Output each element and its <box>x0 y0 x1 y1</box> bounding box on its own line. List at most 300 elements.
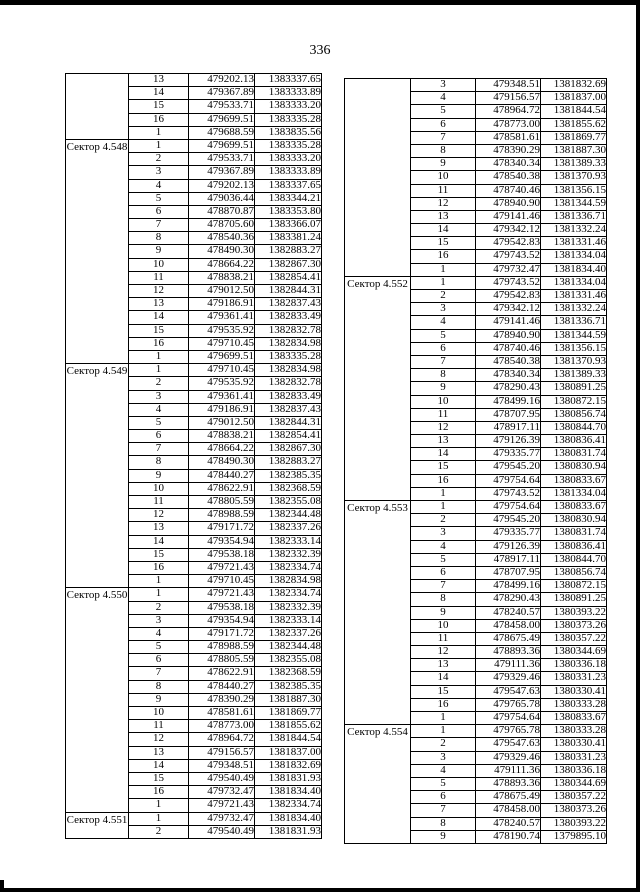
x-coordinate: 478805.59 <box>189 654 255 667</box>
point-number: 1 <box>411 725 476 738</box>
y-coordinate: 1380844.70 <box>541 553 607 566</box>
point-number: 9 <box>411 158 476 171</box>
y-coordinate: 1380373.26 <box>541 619 607 632</box>
point-number: 5 <box>411 329 476 342</box>
y-coordinate: 1382355.08 <box>255 654 322 667</box>
x-coordinate: 479542.83 <box>476 290 541 303</box>
y-coordinate: 1382334.74 <box>255 799 322 812</box>
y-coordinate: 1380833.67 <box>541 474 607 487</box>
point-number: 6 <box>411 791 476 804</box>
y-coordinate: 1380344.69 <box>541 646 607 659</box>
point-number: 1 <box>411 276 476 289</box>
y-coordinate: 1383335.28 <box>255 350 322 363</box>
point-number: 1 <box>411 712 476 725</box>
x-coordinate: 479535.92 <box>189 324 255 337</box>
point-number: 7 <box>129 443 189 456</box>
y-coordinate: 1382834.98 <box>255 575 322 588</box>
x-coordinate: 478540.38 <box>476 171 541 184</box>
x-coordinate: 478773.00 <box>189 720 255 733</box>
x-coordinate: 479012.50 <box>189 285 255 298</box>
point-number: 4 <box>411 92 476 105</box>
x-coordinate: 478707.95 <box>476 566 541 579</box>
x-coordinate: 479202.13 <box>189 74 255 87</box>
point-number: 15 <box>411 461 476 474</box>
x-coordinate: 479721.43 <box>189 588 255 601</box>
x-coordinate: 478622.91 <box>189 667 255 680</box>
x-coordinate: 479547.63 <box>476 685 541 698</box>
sector-cell <box>345 725 411 844</box>
y-coordinate: 1380831.74 <box>541 448 607 461</box>
x-coordinate: 478290.43 <box>476 382 541 395</box>
x-coordinate: 479699.51 <box>189 113 255 126</box>
point-number: 3 <box>129 166 189 179</box>
point-number: 2 <box>129 825 189 838</box>
x-coordinate: 478440.27 <box>189 680 255 693</box>
point-number: 10 <box>129 258 189 271</box>
point-number: 16 <box>129 113 189 126</box>
y-coordinate: 1382333.14 <box>255 535 322 548</box>
y-coordinate: 1382837.43 <box>255 403 322 416</box>
point-number: 15 <box>411 237 476 250</box>
point-number: 3 <box>411 527 476 540</box>
y-coordinate: 1380336.18 <box>541 659 607 672</box>
left-coordinates-table <box>65 73 322 839</box>
table-row <box>345 501 607 514</box>
x-coordinate: 479141.46 <box>476 316 541 329</box>
y-coordinate: 1382344.48 <box>255 641 322 654</box>
x-coordinate: 479342.12 <box>476 303 541 316</box>
point-number: 9 <box>129 469 189 482</box>
y-coordinate: 1380357.22 <box>541 791 607 804</box>
point-number: 12 <box>411 197 476 210</box>
point-number: 1 <box>411 263 476 276</box>
x-coordinate: 479354.94 <box>189 614 255 627</box>
page-frame-bottom <box>0 888 640 892</box>
y-coordinate: 1382344.48 <box>255 509 322 522</box>
x-coordinate: 479754.64 <box>476 712 541 725</box>
sector-label: Сектор 4.549 <box>66 365 128 378</box>
sector-label <box>66 74 128 75</box>
y-coordinate: 1380844.70 <box>541 421 607 434</box>
y-coordinate: 1382854.41 <box>255 271 322 284</box>
y-coordinate: 1381834.40 <box>255 786 322 799</box>
x-coordinate: 479361.41 <box>189 390 255 403</box>
y-coordinate: 1382334.74 <box>255 561 322 574</box>
point-number: 5 <box>129 192 189 205</box>
sector-cell <box>66 364 129 588</box>
y-coordinate: 1382385.35 <box>255 680 322 693</box>
y-coordinate: 1382334.74 <box>255 588 322 601</box>
x-coordinate: 478805.59 <box>189 496 255 509</box>
y-coordinate: 1381869.77 <box>255 707 322 720</box>
point-number: 13 <box>411 435 476 448</box>
x-coordinate: 479699.51 <box>189 139 255 152</box>
x-coordinate: 479732.47 <box>476 263 541 276</box>
point-number: 14 <box>411 672 476 685</box>
sector-label: Сектор 4.548 <box>66 140 128 153</box>
sector-cell <box>66 74 129 140</box>
y-coordinate: 1380830.94 <box>541 514 607 527</box>
point-number: 3 <box>411 79 476 92</box>
y-coordinate: 1383344.21 <box>255 192 322 205</box>
point-number: 5 <box>411 777 476 790</box>
x-coordinate: 479533.71 <box>189 100 255 113</box>
x-coordinate: 478340.34 <box>476 158 541 171</box>
y-coordinate: 1382368.59 <box>255 482 322 495</box>
x-coordinate: 478870.87 <box>189 205 255 218</box>
point-number: 16 <box>129 337 189 350</box>
sector-label: Сектор 4.551 <box>66 813 128 826</box>
x-coordinate: 478940.90 <box>476 329 541 342</box>
point-number: 4 <box>411 540 476 553</box>
x-coordinate: 479710.45 <box>189 575 255 588</box>
x-coordinate: 478675.49 <box>476 632 541 645</box>
point-number: 5 <box>411 553 476 566</box>
y-coordinate: 1382337.26 <box>255 627 322 640</box>
x-coordinate: 478240.57 <box>476 817 541 830</box>
point-number: 14 <box>411 224 476 237</box>
point-number: 6 <box>411 118 476 131</box>
table-row <box>345 725 607 738</box>
point-number: 12 <box>129 733 189 746</box>
sector-cell <box>66 812 129 838</box>
y-coordinate: 1381887.30 <box>255 693 322 706</box>
point-number: 11 <box>411 184 476 197</box>
point-number: 1 <box>129 812 189 825</box>
x-coordinate: 479156.57 <box>189 746 255 759</box>
point-number: 2 <box>411 290 476 303</box>
y-coordinate: 1380856.74 <box>541 566 607 579</box>
x-coordinate: 479354.94 <box>189 535 255 548</box>
point-number: 10 <box>411 171 476 184</box>
x-coordinate: 479111.36 <box>476 764 541 777</box>
x-coordinate: 478917.11 <box>476 553 541 566</box>
y-coordinate: 1380836.41 <box>541 540 607 553</box>
x-coordinate: 478581.61 <box>476 131 541 144</box>
y-coordinate: 1381831.93 <box>255 825 322 838</box>
table-row <box>66 364 322 377</box>
point-number: 11 <box>411 408 476 421</box>
point-number: 9 <box>411 382 476 395</box>
point-number: 12 <box>411 646 476 659</box>
y-coordinate: 1380333.28 <box>541 725 607 738</box>
right-coordinates-table <box>344 78 607 844</box>
sector-cell <box>66 588 129 812</box>
point-number: 1 <box>129 799 189 812</box>
x-coordinate: 478290.43 <box>476 593 541 606</box>
y-coordinate: 1381832.69 <box>541 79 607 92</box>
y-coordinate: 1381336.71 <box>541 316 607 329</box>
y-coordinate: 1381334.04 <box>541 487 607 500</box>
x-coordinate: 479754.64 <box>476 501 541 514</box>
y-coordinate: 1380830.94 <box>541 461 607 474</box>
x-coordinate: 479329.46 <box>476 672 541 685</box>
point-number: 13 <box>129 298 189 311</box>
x-coordinate: 479367.89 <box>189 87 255 100</box>
x-coordinate: 479348.51 <box>476 79 541 92</box>
x-coordinate: 479540.49 <box>189 825 255 838</box>
sector-label <box>345 79 410 80</box>
point-number: 10 <box>129 707 189 720</box>
sector-label: Сектор 4.552 <box>347 277 408 290</box>
y-coordinate: 1383333.20 <box>255 100 322 113</box>
point-number: 1 <box>129 364 189 377</box>
sector-cell <box>345 501 411 725</box>
point-number: 15 <box>129 324 189 337</box>
sector-label: Сектор 4.554 <box>347 726 408 739</box>
x-coordinate: 478499.16 <box>476 395 541 408</box>
sector-cell <box>345 276 411 500</box>
point-number: 3 <box>411 751 476 764</box>
x-coordinate: 478838.21 <box>189 430 255 443</box>
point-number: 2 <box>129 601 189 614</box>
y-coordinate: 1381834.40 <box>255 812 322 825</box>
y-coordinate: 1380393.22 <box>541 606 607 619</box>
x-coordinate: 479329.46 <box>476 751 541 764</box>
x-coordinate: 478917.11 <box>476 421 541 434</box>
y-coordinate: 1382854.41 <box>255 430 322 443</box>
point-number: 14 <box>129 311 189 324</box>
sector-label: Сектор 4.550 <box>66 589 128 602</box>
y-coordinate: 1381887.30 <box>541 144 607 157</box>
y-coordinate: 1382834.98 <box>255 337 322 350</box>
x-coordinate: 478190.74 <box>476 830 541 843</box>
y-coordinate: 1383333.20 <box>255 153 322 166</box>
point-number: 14 <box>129 759 189 772</box>
point-number: 5 <box>129 641 189 654</box>
y-coordinate: 1380373.26 <box>541 804 607 817</box>
point-number: 12 <box>129 285 189 298</box>
y-coordinate: 1381344.59 <box>541 329 607 342</box>
y-coordinate: 1382385.35 <box>255 469 322 482</box>
x-coordinate: 479348.51 <box>189 759 255 772</box>
x-coordinate: 478440.27 <box>189 469 255 482</box>
x-coordinate: 479367.89 <box>189 166 255 179</box>
point-number: 1 <box>411 501 476 514</box>
point-number: 11 <box>129 496 189 509</box>
x-coordinate: 479743.52 <box>476 276 541 289</box>
y-coordinate: 1383335.28 <box>255 139 322 152</box>
y-coordinate: 1383337.65 <box>255 74 322 87</box>
y-coordinate: 1383333.89 <box>255 166 322 179</box>
x-coordinate: 478664.22 <box>189 258 255 271</box>
point-number: 8 <box>129 456 189 469</box>
y-coordinate: 1382333.14 <box>255 614 322 627</box>
x-coordinate: 479335.77 <box>476 527 541 540</box>
y-coordinate: 1380331.23 <box>541 751 607 764</box>
table-row <box>66 139 322 152</box>
y-coordinate: 1382332.39 <box>255 548 322 561</box>
x-coordinate: 479156.57 <box>476 92 541 105</box>
sector-label: Сектор 4.553 <box>347 502 408 514</box>
x-coordinate: 478581.61 <box>189 707 255 720</box>
point-number: 13 <box>129 74 189 87</box>
y-coordinate: 1382368.59 <box>255 667 322 680</box>
point-number: 15 <box>129 548 189 561</box>
point-number: 16 <box>411 698 476 711</box>
y-coordinate: 1380891.25 <box>541 382 607 395</box>
point-number: 11 <box>129 271 189 284</box>
point-number: 14 <box>411 448 476 461</box>
x-coordinate: 479361.41 <box>189 311 255 324</box>
page-number: 336 <box>309 43 331 58</box>
y-coordinate: 1383335.28 <box>255 113 322 126</box>
point-number: 5 <box>411 105 476 118</box>
x-coordinate: 478540.38 <box>476 355 541 368</box>
x-coordinate: 478664.22 <box>189 443 255 456</box>
x-coordinate: 478964.72 <box>476 105 541 118</box>
x-coordinate: 479186.91 <box>189 403 255 416</box>
x-coordinate: 479545.20 <box>476 461 541 474</box>
x-coordinate: 479036.44 <box>189 192 255 205</box>
point-number: 10 <box>411 619 476 632</box>
x-coordinate: 479141.46 <box>476 210 541 223</box>
point-number: 1 <box>129 588 189 601</box>
y-coordinate: 1380344.69 <box>541 777 607 790</box>
point-number: 13 <box>411 659 476 672</box>
x-coordinate: 479743.52 <box>476 250 541 263</box>
y-coordinate: 1381356.15 <box>541 184 607 197</box>
point-number: 16 <box>411 250 476 263</box>
point-number: 1 <box>129 139 189 152</box>
point-number: 2 <box>411 738 476 751</box>
y-coordinate: 1381332.24 <box>541 303 607 316</box>
y-coordinate: 1381344.59 <box>541 197 607 210</box>
x-coordinate: 478705.60 <box>189 219 255 232</box>
y-coordinate: 1382337.26 <box>255 522 322 535</box>
x-coordinate: 478240.57 <box>476 606 541 619</box>
y-coordinate: 1381370.93 <box>541 171 607 184</box>
x-coordinate: 478499.16 <box>476 580 541 593</box>
x-coordinate: 479012.50 <box>189 416 255 429</box>
point-number: 9 <box>129 245 189 258</box>
x-coordinate: 478340.34 <box>476 369 541 382</box>
table-row <box>345 79 607 92</box>
y-coordinate: 1380357.22 <box>541 632 607 645</box>
point-number: 8 <box>411 369 476 382</box>
point-number: 13 <box>129 522 189 535</box>
y-coordinate: 1381832.69 <box>255 759 322 772</box>
x-coordinate: 478838.21 <box>189 271 255 284</box>
point-number: 6 <box>129 430 189 443</box>
x-coordinate: 479688.59 <box>189 126 255 139</box>
sector-cell <box>66 139 129 363</box>
point-number: 7 <box>411 580 476 593</box>
y-coordinate: 1381869.77 <box>541 131 607 144</box>
point-number: 13 <box>411 210 476 223</box>
x-coordinate: 479721.43 <box>189 799 255 812</box>
x-coordinate: 479171.72 <box>189 627 255 640</box>
x-coordinate: 478893.36 <box>476 777 541 790</box>
y-coordinate: 1380331.23 <box>541 672 607 685</box>
x-coordinate: 479765.78 <box>476 725 541 738</box>
point-number: 3 <box>411 303 476 316</box>
x-coordinate: 479545.20 <box>476 514 541 527</box>
point-number: 3 <box>129 390 189 403</box>
x-coordinate: 479732.47 <box>189 812 255 825</box>
point-number: 9 <box>411 830 476 843</box>
y-coordinate: 1383353.80 <box>255 205 322 218</box>
x-coordinate: 478458.00 <box>476 804 541 817</box>
y-coordinate: 1382844.31 <box>255 285 322 298</box>
x-coordinate: 479186.91 <box>189 298 255 311</box>
point-number: 4 <box>129 403 189 416</box>
y-coordinate: 1381855.62 <box>541 118 607 131</box>
point-number: 16 <box>411 474 476 487</box>
x-coordinate: 478458.00 <box>476 619 541 632</box>
x-coordinate: 479335.77 <box>476 448 541 461</box>
y-coordinate: 1380891.25 <box>541 593 607 606</box>
y-coordinate: 1382332.39 <box>255 601 322 614</box>
y-coordinate: 1380333.28 <box>541 698 607 711</box>
x-coordinate: 478390.29 <box>476 144 541 157</box>
point-number: 14 <box>129 535 189 548</box>
point-number: 2 <box>129 377 189 390</box>
point-number: 4 <box>411 764 476 777</box>
point-number: 4 <box>129 179 189 192</box>
point-number: 1 <box>129 575 189 588</box>
point-number: 9 <box>411 606 476 619</box>
y-coordinate: 1383835.56 <box>255 126 322 139</box>
point-number: 1 <box>129 126 189 139</box>
x-coordinate: 478390.29 <box>189 693 255 706</box>
point-number: 9 <box>129 693 189 706</box>
y-coordinate: 1380330.41 <box>541 738 607 751</box>
point-number: 1 <box>411 487 476 500</box>
y-coordinate: 1381334.04 <box>541 276 607 289</box>
y-coordinate: 1381837.00 <box>541 92 607 105</box>
point-number: 8 <box>411 593 476 606</box>
x-coordinate: 478740.46 <box>476 342 541 355</box>
x-coordinate: 479202.13 <box>189 179 255 192</box>
x-coordinate: 479710.45 <box>189 337 255 350</box>
page-frame-right <box>636 0 640 892</box>
y-coordinate: 1383381.24 <box>255 232 322 245</box>
table-row <box>66 812 322 825</box>
y-coordinate: 1382832.78 <box>255 377 322 390</box>
table-row <box>66 74 322 87</box>
y-coordinate: 1382883.27 <box>255 245 322 258</box>
point-number: 5 <box>129 416 189 429</box>
x-coordinate: 479540.49 <box>189 772 255 785</box>
point-number: 7 <box>411 804 476 817</box>
point-number: 10 <box>129 482 189 495</box>
y-coordinate: 1380833.67 <box>541 712 607 725</box>
y-coordinate: 1381837.00 <box>255 746 322 759</box>
x-coordinate: 479538.18 <box>189 601 255 614</box>
y-coordinate: 1380336.18 <box>541 764 607 777</box>
y-coordinate: 1381332.24 <box>541 224 607 237</box>
sector-cell <box>345 79 411 277</box>
x-coordinate: 478988.59 <box>189 641 255 654</box>
y-coordinate: 1380393.22 <box>541 817 607 830</box>
x-coordinate: 479754.64 <box>476 474 541 487</box>
y-coordinate: 1380330.41 <box>541 685 607 698</box>
point-number: 11 <box>129 720 189 733</box>
y-coordinate: 1381331.46 <box>541 290 607 303</box>
point-number: 12 <box>411 421 476 434</box>
x-coordinate: 478940.90 <box>476 197 541 210</box>
point-number: 7 <box>411 131 476 144</box>
y-coordinate: 1380833.67 <box>541 501 607 514</box>
point-number: 1 <box>129 350 189 363</box>
y-coordinate: 1380872.15 <box>541 580 607 593</box>
point-number: 8 <box>411 817 476 830</box>
y-coordinate: 1381389.33 <box>541 369 607 382</box>
point-number: 15 <box>129 772 189 785</box>
x-coordinate: 478490.30 <box>189 245 255 258</box>
point-number: 12 <box>129 509 189 522</box>
